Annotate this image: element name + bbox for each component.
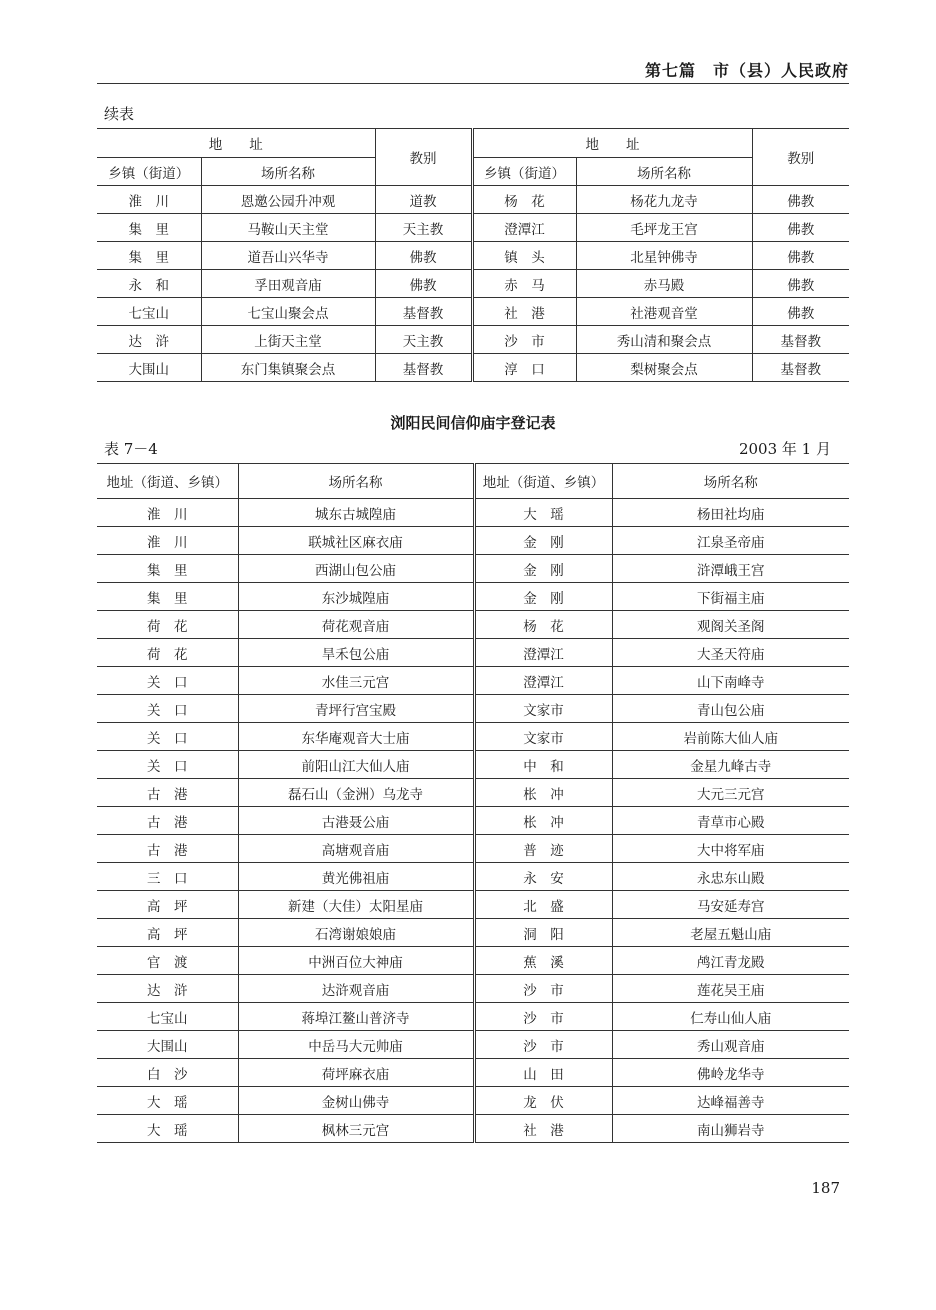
place-cell: 石湾谢娘娘庙 <box>238 919 474 947</box>
col-place-right: 场所名称 <box>612 464 849 499</box>
place-cell: 前阳山江大仙人庙 <box>238 751 474 779</box>
table-row <box>97 583 849 611</box>
place-cell: 黄光佛祖庙 <box>238 863 474 891</box>
address-cell: 金 刚 <box>474 527 612 555</box>
town-cell: 淳 口 <box>472 354 576 382</box>
place-cell: 梨树聚会点 <box>576 354 752 382</box>
table-row <box>97 499 849 527</box>
place-cell: 城东古城隍庙 <box>238 499 474 527</box>
col-religion-right: 教别 <box>752 129 849 186</box>
town-cell: 七宝山 <box>97 298 201 326</box>
place-cell: 青草市心殿 <box>612 807 849 835</box>
religion-cell: 佛教 <box>752 298 849 326</box>
table-row <box>97 835 849 863</box>
place-cell: 东沙城隍庙 <box>238 583 474 611</box>
place-cell: 岩前陈大仙人庙 <box>612 723 849 751</box>
table-row <box>97 779 849 807</box>
table-row <box>97 1115 849 1143</box>
table-row <box>97 751 849 779</box>
address-cell: 大围山 <box>97 1031 238 1059</box>
address-cell: 集 里 <box>97 583 238 611</box>
table-row <box>97 354 849 382</box>
address-cell: 杨 花 <box>474 611 612 639</box>
town-cell: 大围山 <box>97 354 201 382</box>
address-cell: 官 渡 <box>97 947 238 975</box>
place-cell: 中洲百位大神庙 <box>238 947 474 975</box>
place-cell: 马鞍山天主堂 <box>201 214 375 242</box>
place-cell: 秀山观音庙 <box>612 1031 849 1059</box>
col-place-left: 场所名称 <box>238 464 474 499</box>
place-cell: 永忠东山殿 <box>612 863 849 891</box>
place-cell: 金树山佛寺 <box>238 1087 474 1115</box>
religion-cell: 佛教 <box>752 270 849 298</box>
address-cell: 大 瑶 <box>474 499 612 527</box>
col-place-right: 场所名称 <box>576 158 752 186</box>
religion-cell: 道教 <box>375 186 472 214</box>
table-row <box>97 611 849 639</box>
place-cell: 马安延寿宫 <box>612 891 849 919</box>
town-cell: 淮 川 <box>97 186 201 214</box>
page-header: 第七篇 市（县）人民政府 <box>644 61 849 80</box>
table-row <box>97 1087 849 1115</box>
address-cell: 洞 阳 <box>474 919 612 947</box>
address-cell: 高 坪 <box>97 891 238 919</box>
place-cell: 杨田社均庙 <box>612 499 849 527</box>
address-cell: 古 港 <box>97 807 238 835</box>
town-cell: 达 浒 <box>97 326 201 354</box>
place-cell: 佛岭龙华寺 <box>612 1059 849 1087</box>
town-cell: 永 和 <box>97 270 201 298</box>
address-cell: 关 口 <box>97 695 238 723</box>
address-cell: 社 港 <box>474 1115 612 1143</box>
place-cell: 下街福主庙 <box>612 583 849 611</box>
place-cell: 上街天主堂 <box>201 326 375 354</box>
col-address-left: 地址（街道、乡镇） <box>97 464 238 499</box>
town-cell: 赤 马 <box>472 270 576 298</box>
table-row <box>97 1031 849 1059</box>
address-cell: 淮 川 <box>97 499 238 527</box>
address-cell: 龙 伏 <box>474 1087 612 1115</box>
group-header-right: 地 址 <box>472 129 752 158</box>
address-cell: 普 迹 <box>474 835 612 863</box>
table-row <box>97 807 849 835</box>
place-cell: 金星九峰古寺 <box>612 751 849 779</box>
address-cell: 大 瑶 <box>97 1087 238 1115</box>
place-cell: 社港观音堂 <box>576 298 752 326</box>
place-cell: 孚田观音庙 <box>201 270 375 298</box>
address-cell: 关 口 <box>97 667 238 695</box>
address-cell: 沙 市 <box>474 975 612 1003</box>
address-cell: 古 港 <box>97 835 238 863</box>
place-cell: 毛坪龙王宫 <box>576 214 752 242</box>
address-cell: 淮 川 <box>97 527 238 555</box>
place-cell: 大圣天符庙 <box>612 639 849 667</box>
place-cell: 磊石山（金洲）乌龙寺 <box>238 779 474 807</box>
place-cell: 老屋五魁山庙 <box>612 919 849 947</box>
address-cell: 七宝山 <box>97 1003 238 1031</box>
town-cell: 沙 市 <box>472 326 576 354</box>
place-cell: 东门集镇聚会点 <box>201 354 375 382</box>
continuation-label: 续表 <box>104 105 135 123</box>
address-cell: 澄潭江 <box>474 639 612 667</box>
table-date: 2003 年 1 月 <box>738 440 831 458</box>
place-cell: 中岳马大元帅庙 <box>238 1031 474 1059</box>
place-cell: 七宝山聚会点 <box>201 298 375 326</box>
col-town-right: 乡镇（街道） <box>472 158 576 186</box>
religion-cell: 佛教 <box>375 242 472 270</box>
table-row <box>97 242 849 270</box>
place-cell: 莲花吴王庙 <box>612 975 849 1003</box>
table-row <box>97 975 849 1003</box>
place-cell: 恩邀公园升冲观 <box>201 186 375 214</box>
table-row <box>97 270 849 298</box>
table-row <box>97 891 849 919</box>
place-cell: 杨花九龙寺 <box>576 186 752 214</box>
address-cell: 枨 冲 <box>474 807 612 835</box>
place-cell: 大中将军庙 <box>612 835 849 863</box>
town-cell: 杨 花 <box>472 186 576 214</box>
table-row <box>97 214 849 242</box>
place-cell: 赤马殿 <box>576 270 752 298</box>
temple-body <box>97 499 849 1143</box>
address-cell: 沙 市 <box>474 1003 612 1031</box>
col-place-left: 场所名称 <box>201 158 375 186</box>
address-cell: 古 港 <box>97 779 238 807</box>
place-cell: 古港聂公庙 <box>238 807 474 835</box>
place-cell: 青山包公庙 <box>612 695 849 723</box>
religion-cell: 佛教 <box>752 242 849 270</box>
table-row <box>97 186 849 214</box>
address-cell: 金 刚 <box>474 555 612 583</box>
place-cell: 青坪行宫宝殿 <box>238 695 474 723</box>
table-title: 浏阳民间信仰庙宇登记表 <box>390 414 556 432</box>
address-cell: 沙 市 <box>474 1031 612 1059</box>
place-cell: 高塘观音庙 <box>238 835 474 863</box>
address-cell: 达 浒 <box>97 975 238 1003</box>
address-cell: 中 和 <box>474 751 612 779</box>
religion-cell: 基督教 <box>375 298 472 326</box>
religion-cell: 基督教 <box>752 354 849 382</box>
place-cell: 荷坪麻衣庙 <box>238 1059 474 1087</box>
place-cell: 达浒观音庙 <box>238 975 474 1003</box>
town-cell: 澄潭江 <box>472 214 576 242</box>
place-cell: 水佳三元宫 <box>238 667 474 695</box>
address-cell: 蕉 溪 <box>474 947 612 975</box>
town-cell: 集 里 <box>97 242 201 270</box>
religion-cell: 天主教 <box>375 326 472 354</box>
group-header-left: 地 址 <box>97 129 375 158</box>
continuation-body <box>97 186 849 382</box>
table-row <box>97 863 849 891</box>
page-number: 187 <box>811 1179 840 1197</box>
address-cell: 北 盛 <box>474 891 612 919</box>
table-number: 表 7－4 <box>104 440 158 458</box>
address-cell: 金 刚 <box>474 583 612 611</box>
address-cell: 大 瑶 <box>97 1115 238 1143</box>
table-row <box>97 1003 849 1031</box>
table-row <box>97 667 849 695</box>
place-cell: 北星钟佛寺 <box>576 242 752 270</box>
col-town-left: 乡镇（街道） <box>97 158 201 186</box>
religion-cell: 基督教 <box>752 326 849 354</box>
table-row <box>97 298 849 326</box>
header-rule <box>97 83 849 84</box>
place-cell: 山下南峰寺 <box>612 667 849 695</box>
address-cell: 文家市 <box>474 723 612 751</box>
address-cell: 关 口 <box>97 751 238 779</box>
address-cell: 集 里 <box>97 555 238 583</box>
col-religion-left: 教别 <box>375 129 472 186</box>
place-cell: 西湖山包公庙 <box>238 555 474 583</box>
religion-cell: 基督教 <box>375 354 472 382</box>
address-cell: 山 田 <box>474 1059 612 1087</box>
address-cell: 关 口 <box>97 723 238 751</box>
place-cell: 蒋埠江鳌山普济寺 <box>238 1003 474 1031</box>
place-cell: 大元三元宫 <box>612 779 849 807</box>
place-cell: 枫林三元宫 <box>238 1115 474 1143</box>
place-cell: 江泉圣帝庙 <box>612 527 849 555</box>
place-cell: 仁寿山仙人庙 <box>612 1003 849 1031</box>
place-cell: 鸬江青龙殿 <box>612 947 849 975</box>
table-row <box>97 555 849 583</box>
col-address-right: 地址（街道、乡镇） <box>474 464 612 499</box>
place-cell: 旱禾包公庙 <box>238 639 474 667</box>
place-cell: 联城社区麻衣庙 <box>238 527 474 555</box>
place-cell: 浒潭峨王宫 <box>612 555 849 583</box>
place-cell: 新建（大佳）太阳星庙 <box>238 891 474 919</box>
town-cell: 社 港 <box>472 298 576 326</box>
religion-cell: 佛教 <box>752 186 849 214</box>
address-cell: 枨 冲 <box>474 779 612 807</box>
religion-cell: 天主教 <box>375 214 472 242</box>
address-cell: 澄潭江 <box>474 667 612 695</box>
place-cell: 荷花观音庙 <box>238 611 474 639</box>
place-cell: 道吾山兴华寺 <box>201 242 375 270</box>
address-cell: 高 坪 <box>97 919 238 947</box>
table-row <box>97 1059 849 1087</box>
address-cell: 荷 花 <box>97 611 238 639</box>
table-row <box>97 919 849 947</box>
address-cell: 荷 花 <box>97 639 238 667</box>
temple-table <box>97 463 849 1143</box>
place-cell: 秀山清和聚会点 <box>576 326 752 354</box>
place-cell: 达峰福善寺 <box>612 1087 849 1115</box>
place-cell: 东华庵观音大士庙 <box>238 723 474 751</box>
table-row <box>97 326 849 354</box>
address-cell: 永 安 <box>474 863 612 891</box>
religion-cell: 佛教 <box>752 214 849 242</box>
religion-cell: 佛教 <box>375 270 472 298</box>
table-row <box>97 723 849 751</box>
table-row <box>97 527 849 555</box>
table-row <box>97 695 849 723</box>
address-cell: 文家市 <box>474 695 612 723</box>
address-cell: 白 沙 <box>97 1059 238 1087</box>
town-cell: 镇 头 <box>472 242 576 270</box>
continuation-table <box>97 128 849 382</box>
address-cell: 三 口 <box>97 863 238 891</box>
place-cell: 观阁关圣阁 <box>612 611 849 639</box>
town-cell: 集 里 <box>97 214 201 242</box>
table-row <box>97 947 849 975</box>
table-row <box>97 639 849 667</box>
place-cell: 南山狮岩寺 <box>612 1115 849 1143</box>
